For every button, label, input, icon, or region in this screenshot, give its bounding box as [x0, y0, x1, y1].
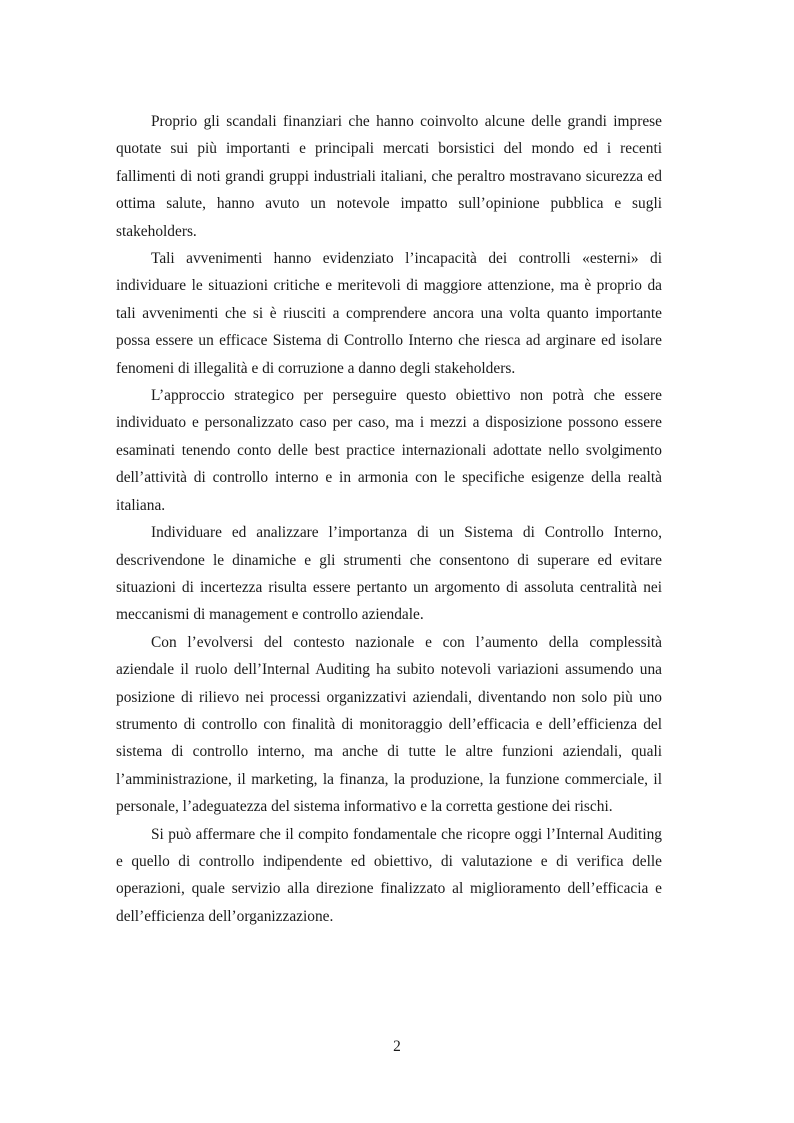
paragraph: Con l’evolversi del contesto nazionale e con l’aumento della complessità aziendale il ruolo dell’Internal Auditing ha subito notevoli variazioni assumendo una posizione di rilievo nei processi organizzativi aziendali, diventando non solo più uno strumento di controllo con finalità di monitoraggio dell’efficacia e dell’efficienza del sistema di controllo interno, ma anche di tutte le altre funzioni aziendali, quali l’amministrazione, il marketing, la finanza, la produzione, la funzione commerciale, il personale, l’adeguatezza del sistema informativo e la corretta gestione dei rischi. — [116, 633, 662, 816]
document-body — [116, 108, 662, 930]
paragraph: Individuare ed analizzare l’importanza di un Sistema di Controllo Interno, descrivendone le dinamiche e gli strumenti che consentono di superare ed evitare situazioni di incertezza risulta essere pertanto un argomento di assoluta centralità nei meccanismi di management e controllo aziendale. — [116, 524, 662, 624]
paragraph: Si può affermare che il compito fondamentale che ricopre oggi l’Internal Auditing e quello di controllo indipendente ed obiettivo, di valutazione e di verifica delle operazioni, quale servizio alla direzione finalizzato al miglioramento dell’efficacia e dell’efficienza dell’organizzazione. — [116, 825, 662, 925]
paragraph: Tali avvenimenti hanno evidenziato l’incapacità dei controlli «esterni» di individuare le situazioni critiche e meritevoli di maggiore attenzione, ma è proprio da tali avvenimenti che si è riusciti a comprendere ancora una volta quanto importante possa essere un efficace Sistema di Controllo Interno che riesca ad arginare ed isolare fenomeni di illegalità e di corruzione a danno degli stakeholders. — [116, 250, 662, 377]
paragraph: L’approccio strategico per perseguire questo obiettivo non potrà che essere individuato e personalizzato caso per caso, ma i mezzi a disposizione possono essere esaminati tenendo conto delle best practice internazionali adottate nello svolgimento dell’attività di controllo interno e in armonia con le specifiche esigenze della realtà italiana. — [116, 387, 662, 514]
paragraph: Proprio gli scandali finanziari che hanno coinvolto alcune delle grandi imprese quotate sui più importanti e principali mercati borsistici del mondo ed i recenti fallimenti di noti grandi gruppi industriali italiani, che peraltro mostravano sicurezza ed ottima salute, hanno avuto un notevole impatto sull’opinione pubblica e sugli stakeholders. — [116, 113, 662, 240]
page-number: 2 — [393, 1038, 401, 1055]
